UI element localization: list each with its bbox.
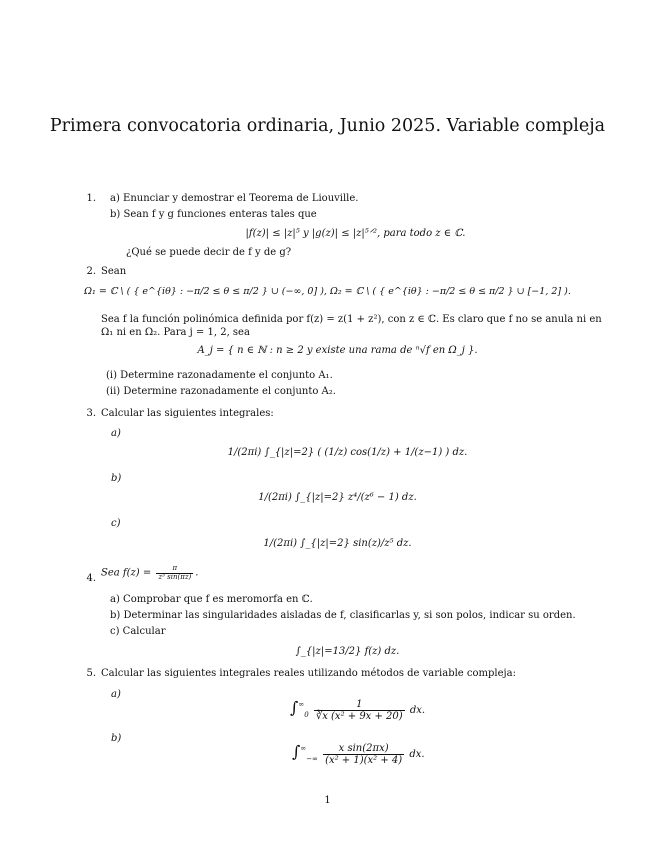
q2-item-ii: (ii) Determine razonadamente el conjunto A₂. [106, 386, 336, 397]
q5-b-fraction [323, 743, 404, 766]
q2-text-line1: Sea f la función polinómica definida por f(z) = z(1 + z²), con z ∈ ℂ. Es claro que f no se anula ni en [101, 314, 602, 325]
q5-a-expression: $\int^\infty_0$ $\frac{1}{\text{∛x (x² + 9x + 20)}}$ dx. [290, 698, 426, 722]
q4-intro-prefix: Sea f(z) = [101, 567, 152, 579]
q1-question: ¿Qué se puede decir de f y de g? [126, 247, 292, 258]
q5-b-numerator: x sin(2πx) [338, 743, 389, 754]
page-number: 1 [324, 795, 331, 806]
q4-fraction-numerator: π [172, 564, 178, 572]
q2-text-line2: Ω₁ ni en Ω₂. Para j = 1, 2, sea [101, 327, 250, 338]
q2-sets-definition: Ω₁ = ℂ \ ( { e^{iθ} : −π/2 ≤ θ ≤ π/2 } ∪ (−∞, 0] ), Ω₂ = ℂ \ ( { e^{iθ} : −π/2 ≤ θ ≤ π/2 } ∪ [−1, 2] ). [84, 286, 571, 297]
q3-b-expression: 1/(2πi) ∫_{|z|=2} z⁴/(z⁶ − 1) dz. [258, 492, 417, 503]
q4-c-expression: ∫_{|z|=13/2} f(z) dz. [295, 646, 400, 657]
q4-number: 4. [86, 573, 96, 584]
q3-number: 3. [86, 408, 96, 419]
q5-a-fraction [314, 699, 405, 722]
q3-c-expression: 1/(2πi) ∫_{|z|=2} sin(z)/z⁵ dz. [263, 538, 412, 549]
q4-fraction-denominator: z³ sin(πz) [158, 572, 192, 581]
q5-b-label: b) [111, 733, 122, 744]
q1-number: 1. [86, 193, 96, 204]
q4-part-c: c) Calcular [110, 626, 166, 637]
q3-b-label: b) [111, 473, 122, 484]
q5-a-label: a) [111, 689, 121, 700]
q4-intro-fraction [156, 565, 193, 581]
q5-intro: Calcular las siguientes integrales reales utilizando métodos de variable compleja: [101, 668, 516, 679]
q4-part-b: b) Determinar las singularidades aisladas de f, clasificarlas y, si son polos, indicar su orden. [110, 610, 576, 621]
q2-aj-definition: A_j = { n ∈ ℕ : n ≥ 2 y existe una rama de ⁿ√f en Ω_j }. [197, 345, 478, 356]
q2-number: 2. [86, 266, 96, 277]
q5-a-denominator: ∛x (x² + 9x + 20) [315, 711, 403, 722]
q5-number: 5. [86, 668, 96, 679]
q5-a-numerator: 1 [356, 699, 363, 710]
page-title: Primera convocatoria ordinaria, Junio 2025. Variable compleja [49, 116, 606, 136]
q2-item-i: (i) Determine razonadamente el conjunto A₁. [106, 370, 333, 381]
q4-part-a: a) Comprobar que f es meromorfa en ℂ. [110, 594, 313, 605]
q3-a-expression: 1/(2πi) ∫_{|z|=2} ( (1/z) cos(1/z) + 1/(z−1) ) dz. [227, 447, 468, 458]
q3-c-label: c) [111, 518, 121, 529]
q4-intro: Sea f(z) = $\frac{\pi}{\text{z³ sin(πz)}}$ . [101, 564, 199, 581]
q2-intro: Sean [101, 266, 127, 277]
q3-intro: Calcular las siguientes integrales: [101, 408, 274, 419]
q5-b-expression: $\int^\infty_{-\infty}$ $\frac{\text{x sin(2πx)}}{\text{(x² + 1)(x² + 4)}}$ dx. [292, 742, 425, 766]
q3-a-label: a) [111, 428, 121, 439]
integral-minus-infinity-to-infinity: $\int^\infty_{-\infty}$ [292, 742, 318, 764]
integral-0-to-infinity: $\int^\infty_0$ [290, 698, 309, 720]
q1-part-b: b) Sean f y g funciones enteras tales que [110, 209, 317, 220]
q5-b-denominator: (x² + 1)(x² + 4) [325, 755, 403, 766]
q1-inequality: |f(z)| ≤ |z|⁵ y |g(z)| ≤ |z|⁵ᐟ², para todo z ∈ ℂ. [245, 228, 466, 239]
q1-part-a: a) Enunciar y demostrar el Teorema de Liouville. [110, 193, 359, 204]
